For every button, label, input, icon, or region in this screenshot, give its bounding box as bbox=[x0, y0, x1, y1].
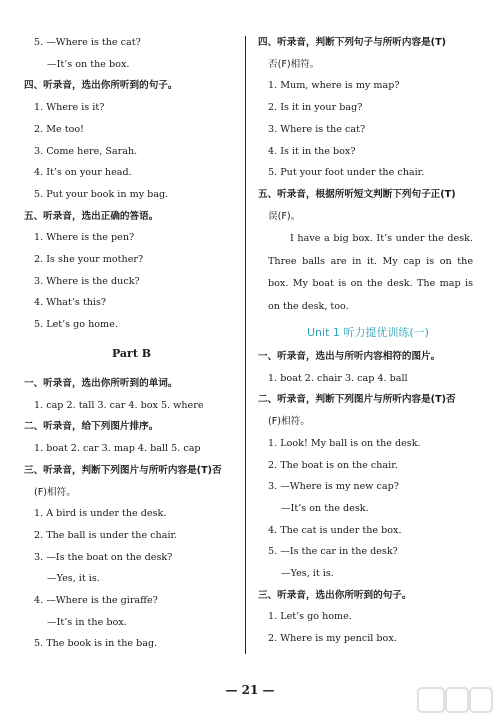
text-line: 3. —Is the boat on the desk? bbox=[34, 551, 173, 563]
text-line: 4. The cat is under the box. bbox=[268, 524, 402, 536]
text-line: 4. —Where is the giraffe? bbox=[34, 595, 158, 606]
watermark-logo-icon bbox=[416, 684, 494, 718]
section-heading: 五、听录音，选出正确的答语。 bbox=[24, 210, 159, 222]
text-line: 1. Where is the pen? bbox=[34, 232, 135, 244]
text-line: 3. Where is the cat? bbox=[268, 123, 366, 135]
text-line: —Yes, it is. bbox=[47, 573, 100, 585]
section-heading: 二、听录音，判断下列图片与所听内容是(T)否 bbox=[258, 394, 456, 406]
text-line: —It’s in the box. bbox=[47, 616, 127, 628]
text-line: 4. It’s on your head. bbox=[34, 167, 132, 179]
section-heading: 四、听录音，选出你所听到的句子。 bbox=[24, 80, 178, 92]
text-line: 5. —Is the car in the desk? bbox=[268, 546, 398, 558]
listening-passage: I have a big box. It’s under the desk. Three balls are in it. My cap is on the box. My boat is on the desk. The map is on the desk, too. bbox=[268, 233, 473, 312]
section-heading: 三、听录音，选出你所听到的句子。 bbox=[258, 589, 412, 601]
text-line: 5. —Where is the cat? bbox=[34, 37, 141, 48]
column-divider bbox=[245, 36, 246, 654]
text-line: (F)相符。 bbox=[268, 416, 310, 428]
section-heading: 一、听录音，选出与所听内容相符的图片。 bbox=[258, 351, 441, 362]
text-line: 1. boat 2. chair 3. cap 4. ball bbox=[268, 372, 408, 384]
text-line: 1. Where is it? bbox=[34, 102, 105, 114]
text-line: 5. Put your foot under the chair. bbox=[268, 167, 425, 179]
text-line: 2. Where is my pencil box. bbox=[268, 633, 397, 645]
text-line: 否(F)相符。 bbox=[268, 58, 320, 70]
page-number: — 21 — bbox=[225, 683, 275, 697]
text-line: 3. Where is the duck? bbox=[34, 275, 140, 287]
part-b-title: Part B bbox=[111, 347, 152, 360]
text-line: 2. Is she your mother? bbox=[34, 254, 144, 265]
text-line: 2. The ball is under the chair. bbox=[34, 529, 178, 541]
text-line: 1. Mum, where is my map? bbox=[268, 80, 400, 92]
text-line: 5. Put your book in my bag. bbox=[34, 188, 169, 200]
section-heading: 四、听录音，判断下列句子与所听内容是(T) bbox=[258, 37, 447, 48]
section-heading: 二、听录音，给下列图片排序。 bbox=[24, 421, 159, 433]
text-line: (F)相符。 bbox=[34, 486, 76, 498]
text-line: —Yes, it is. bbox=[281, 568, 334, 579]
text-line: 1. A bird is under the desk. bbox=[34, 508, 167, 520]
text-line: 1. Look! My ball is on the desk. bbox=[268, 437, 421, 449]
text-line: 2. Me too! bbox=[34, 123, 85, 135]
section-heading: 三、听录音，判断下列图片与所听内容是(T)否 bbox=[24, 464, 222, 476]
text-line: 1. Let’s go home. bbox=[268, 611, 352, 623]
text-line: 1. boat 2. car 3. map 4. ball 5. cap bbox=[34, 443, 201, 455]
text-line: 4. Is it in the box? bbox=[268, 145, 356, 157]
text-line: 误(F)。 bbox=[268, 210, 301, 222]
section-heading: 五、听录音，根据所听短文判断下列句子正(T) bbox=[258, 188, 456, 200]
unit-label: Unit 1 bbox=[307, 326, 340, 339]
text-line: 3. Come here, Sarah. bbox=[34, 145, 138, 157]
text-line: —It’s on the desk. bbox=[281, 502, 369, 514]
text-line: —It’s on the box. bbox=[47, 58, 130, 70]
text-line: 5. Let’s go home. bbox=[34, 319, 118, 331]
text-line: 1. cap 2. tall 3. car 4. box 5. where bbox=[34, 399, 204, 411]
text-line: 2. Is it in your bag? bbox=[268, 102, 363, 114]
text-line: 2. The boat is on the chair. bbox=[268, 459, 398, 471]
text-line: 4. What’s this? bbox=[34, 297, 107, 309]
text-line: 5. The book is in the bag. bbox=[34, 638, 158, 650]
unit-title bbox=[258, 324, 478, 340]
unit-subtitle: 听力提优训练(一) bbox=[343, 326, 429, 339]
text-line: 3. —Where is my new cap? bbox=[268, 481, 399, 493]
section-heading: 一、听录音，选出你所听到的单词。 bbox=[24, 378, 178, 389]
